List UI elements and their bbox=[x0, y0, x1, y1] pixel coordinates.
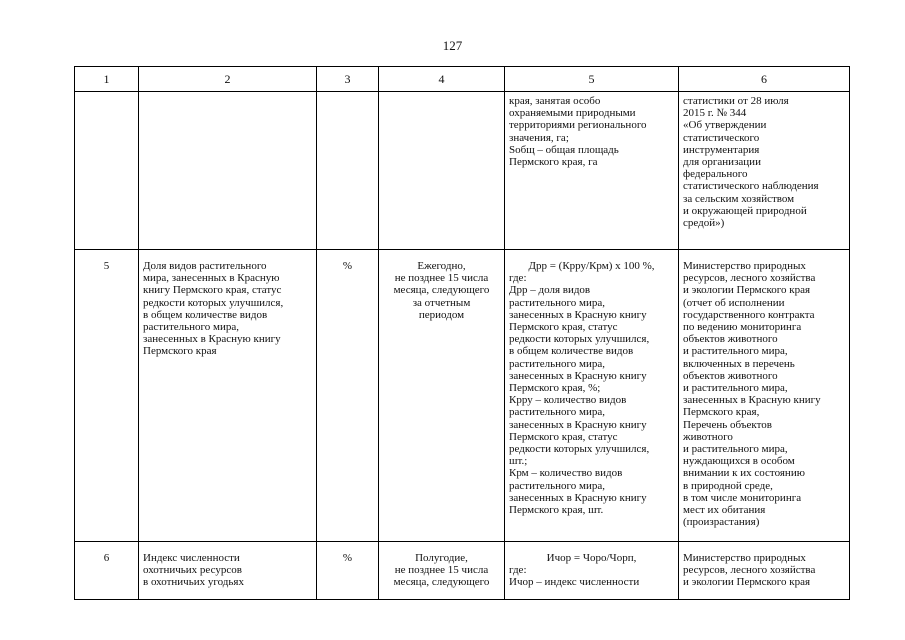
calculation-method bbox=[505, 542, 679, 600]
method-formula: Дрр = (Крру/Крм) х 100 %, bbox=[528, 260, 655, 272]
indicator-unit: % bbox=[317, 250, 379, 542]
column-header: 6 bbox=[679, 67, 850, 92]
table-header-row bbox=[75, 67, 850, 92]
indicator-name: Индекс численности охотничьих ресурсов в охотничьих угодьях bbox=[139, 542, 317, 600]
calculation-method bbox=[505, 250, 679, 542]
indicators-table bbox=[74, 66, 850, 600]
column-header: 5 bbox=[505, 67, 679, 92]
table-row bbox=[75, 250, 850, 542]
table-row bbox=[75, 542, 850, 600]
table-row bbox=[75, 92, 850, 250]
data-source: статистики от 28 июля 2015 г. № 344 «Об утверждении статистического инструментария для организации федерального статистического наблюдения за сельским хозяйством и окружающей природной средой») bbox=[679, 92, 850, 250]
column-header: 2 bbox=[139, 67, 317, 92]
row-number bbox=[75, 92, 139, 250]
method-formula: Ичор = Чоро/Чорп, bbox=[546, 552, 637, 564]
indicator-unit bbox=[317, 92, 379, 250]
data-source: Министерство природных ресурсов, лесного хозяйства и экологии Пермского края (отчет об исполнении государственного контракта по ведению мониторинга объектов животного и растительного мира, включенных в перечень объектов животного и растительного мира, занесенных в Красную книгу Пермского края, Перечень объектов животного и растительного мира, нуждающихся в особом внимании к их состоянию в природной среде, в том числе мониторинга мест их обитания (произрастания) bbox=[679, 250, 850, 542]
indicator-name: Доля видов растительного мира, занесенных в Красную книгу Пермского края, статус редкости которых улучшился, в общем количестве видов растительного мира, занесенных в Красную книгу Пермского края bbox=[139, 250, 317, 542]
row-number: 6 bbox=[75, 542, 139, 600]
column-header: 4 bbox=[379, 67, 505, 92]
method-text: где: Ичор – индекс численности bbox=[509, 564, 640, 589]
indicator-unit: % bbox=[317, 542, 379, 600]
indicator-period: Полугодие, не позднее 15 числа месяца, следующего bbox=[379, 542, 505, 600]
column-header: 1 bbox=[75, 67, 139, 92]
calculation-method bbox=[505, 92, 679, 250]
indicator-period: Ежегодно, не позднее 15 числа месяца, следующего за отчетным периодом bbox=[379, 250, 505, 542]
indicator-period bbox=[379, 92, 505, 250]
page-number: 127 bbox=[442, 38, 463, 53]
column-header: 3 bbox=[317, 67, 379, 92]
method-text: края, занятая особо охраняемыми природными территориями регионального значения, га; Sобщ – общая площадь Пермского края, га bbox=[509, 95, 647, 169]
method-text: где: Дрр – доля видов растительного мира, занесенных в Красную книгу Пермского края, статус редкости которых улучшился, в общем количестве видов растительного мира, занесенных в Красную книгу Пермского края, %; Крру – количество видов растительного мира, занесенных в Красную книгу Пермского края, статус редкости которых улучшился, шт.; Крм – количество видов растительного мира, занесенных в Красную книгу Пермского края, шт. bbox=[509, 272, 650, 517]
indicator-name bbox=[139, 92, 317, 250]
data-source: Министерство природных ресурсов, лесного хозяйства и экологии Пермского края bbox=[679, 542, 850, 600]
row-number: 5 bbox=[75, 250, 139, 542]
